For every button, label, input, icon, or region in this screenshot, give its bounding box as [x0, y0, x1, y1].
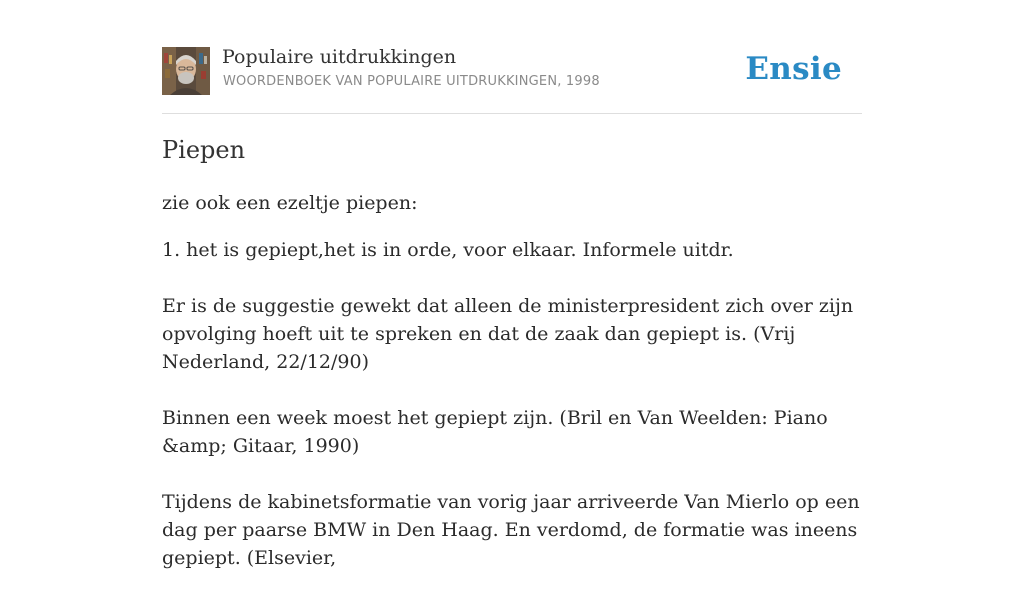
example-paragraph: Tijdens de kabinetsformatie van vorig jaar arriveerde Van Mierlo op een dag per paarse BMW in Den Haag. En verdomd, de formatie was ineens gepiept. (Elsevier,	[162, 491, 860, 569]
see-also-text: zie ook een ezeltje piepen:	[162, 192, 418, 214]
source-title[interactable]: Populaire uitdrukkingen	[222, 46, 457, 68]
ensie-logo[interactable]: Ensie	[745, 51, 842, 87]
page-container	[162, 0, 862, 569]
entry-title: Piepen	[162, 136, 246, 164]
source-header	[162, 0, 862, 114]
author-avatar[interactable]	[162, 47, 210, 95]
entry-body	[162, 189, 862, 600]
example-paragraph: Er is de suggestie gewekt dat alleen de ministerpresident zich over zijn opvolging hoeft uit te spreken en dat de zaak dan gepiept is. (Vrij Nederland, 22/12/90)	[162, 295, 854, 373]
example-paragraph: Binnen een week moest het gepiept zijn. (Bril en Van Weelden: Piano &amp; Gitaar, 1990)	[162, 407, 828, 457]
source-subtitle: WOORDENBOEK VAN POPULAIRE UITDRUKKINGEN, 1998	[223, 74, 600, 89]
definition-paragraph: 1. het is gepiept,het is in orde, voor elkaar. Informele uitdr.	[162, 239, 734, 261]
avatar-portrait-icon	[162, 47, 210, 95]
